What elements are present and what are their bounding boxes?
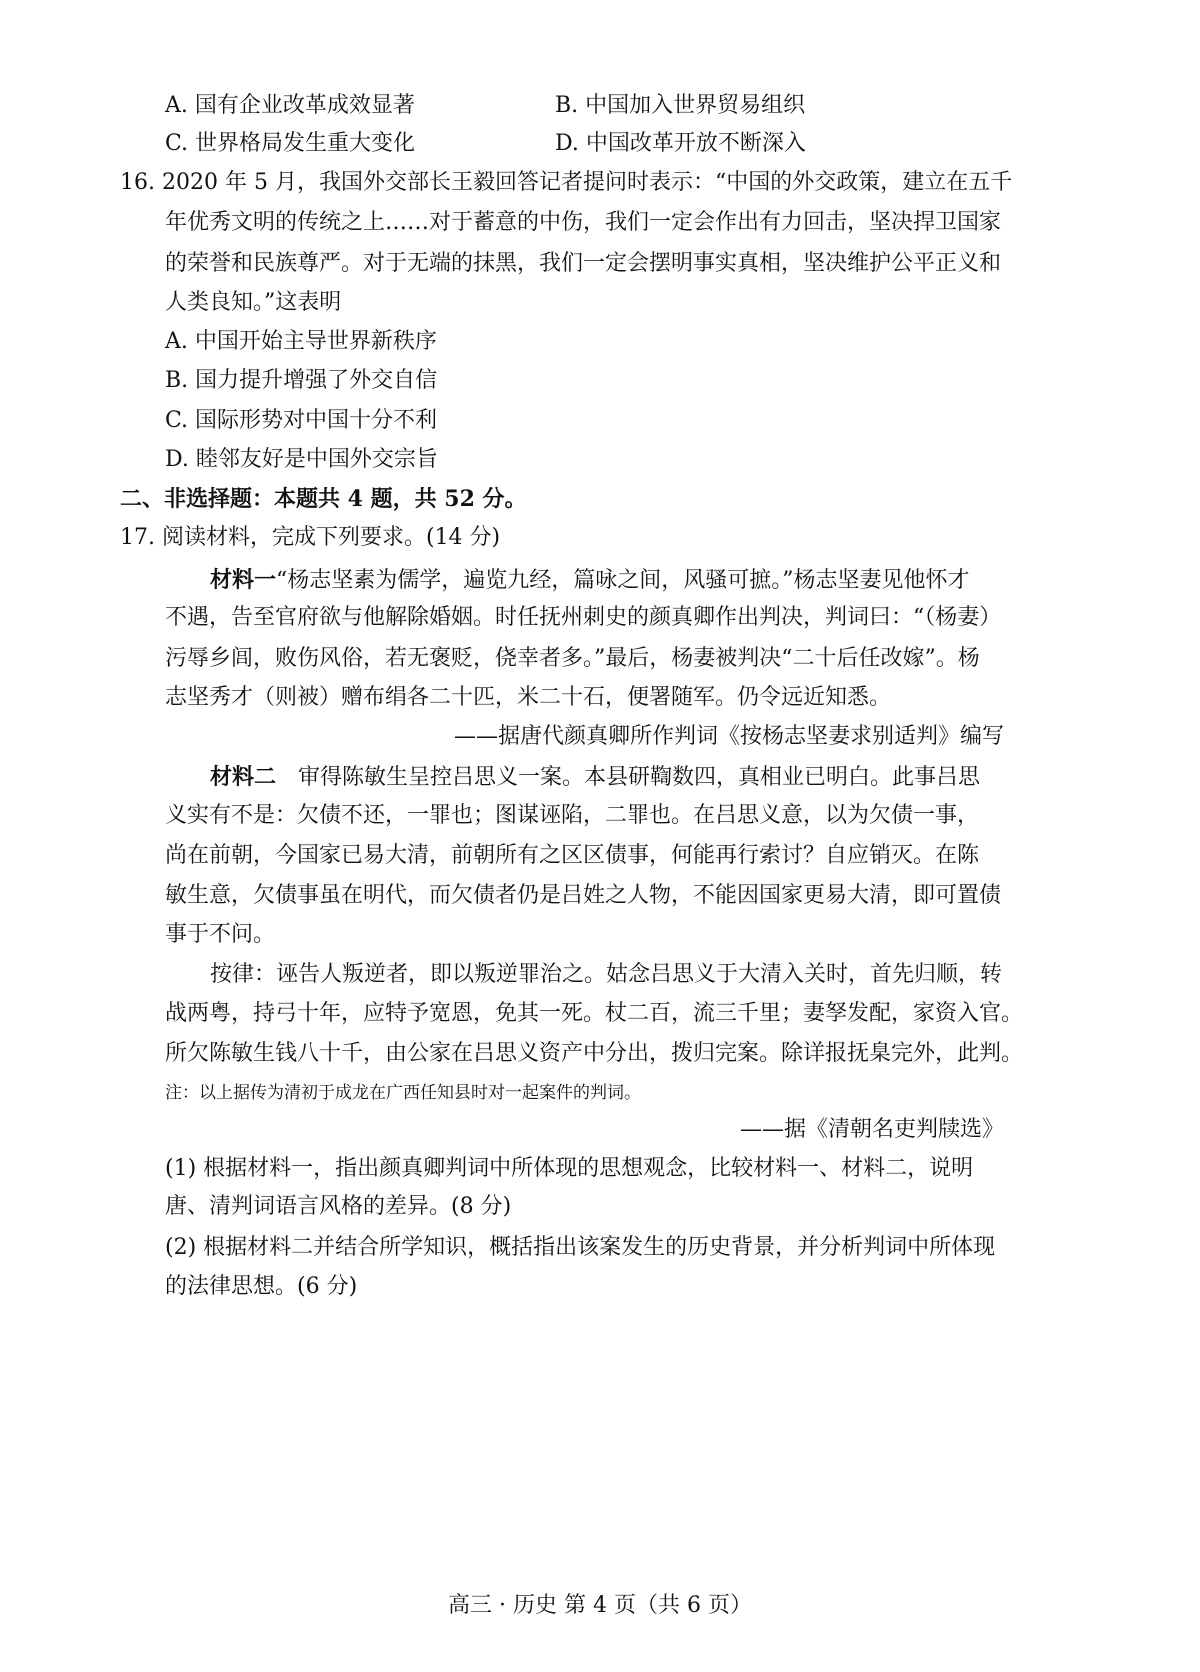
sub-question-1: (1) 根据材料一，指出颜真卿判词中所体现的思想观念，比较材料一、材料二，说明 — [165, 1156, 974, 1181]
q16-option-a: A. 中国开始主导世界新秩序 — [165, 329, 437, 354]
material-one-line — [210, 565, 970, 596]
material-two-line: 敏生意，欠债事虽在明代，而欠债者仍是吕姓之人物，不能因国家更易大清，即可置债 — [165, 883, 1002, 908]
sub-question-2: 的法律思想。(6 分) — [165, 1274, 358, 1299]
q16-stem-line: 人类良知。”这表明 — [165, 290, 342, 315]
page-footer: 高三 · 历史 第 4 页（共 6 页） — [448, 1593, 752, 1618]
q15-option-b: B. 中国加入世界贸易组织 — [555, 93, 806, 118]
q16-option-c: C. 国际形势对中国十分不利 — [165, 408, 438, 433]
material-two-text: 审得陈敏生呈控吕思义一案。本县研鞫数四，真相业已明白。此事吕思 — [298, 765, 981, 790]
material-one-label: 材料一 — [210, 567, 277, 593]
material-two-line: 尚在前朝，今国家已易大清，前朝所有之区区债事，何能再行索讨？自应销灭。在陈 — [165, 843, 980, 868]
material-two-line: 事于不问。 — [165, 922, 276, 947]
q16-option-d: D. 睦邻友好是中国外交宗旨 — [165, 447, 438, 472]
q17-stem: 17. 阅读材料，完成下列要求。(14 分) — [120, 525, 501, 550]
section-title: 二、非选择题：本题共 4 题，共 52 分。 — [120, 486, 527, 512]
q16-stem-line: 年优秀文明的传统之上……对于蓄意的中伤，我们一定会作出有力回击，坚决捍卫国家 — [165, 210, 1002, 235]
material-one-line: 污辱乡闾，败伤风俗，若无褒贬，侥幸者多。”最后，杨妻被判决“二十后任改嫁”。杨 — [165, 646, 980, 671]
material-two-label: 材料二 — [210, 764, 277, 790]
material-two-line — [210, 762, 980, 793]
q15-option-a: A. 国有企业改革成效显著 — [165, 93, 415, 118]
q15-option-d: D. 中国改革开放不断深入 — [555, 131, 806, 156]
q15-option-c: C. 世界格局发生重大变化 — [165, 131, 416, 156]
material-two-verdict-line: 所欠陈敏生钱八十千，由公家在吕思义资产中分出，拨归完案。除详报抚臬完外，此判。 — [165, 1041, 1024, 1066]
material-two-verdict-line: 按律：诬告人叛逆者，即以叛逆罪治之。姑念吕思义于大清入关时，首先归顺，转 — [210, 962, 1003, 987]
material-two-note: 注：以上据传为清初于成龙在广西任知县时对一起案件的判词。 — [165, 1083, 641, 1103]
material-two-verdict-line: 战两粤，持弓十年，应特予宽恩，免其一死。杖二百，流三千里；妻孥发配，家资入官。 — [165, 1001, 1024, 1026]
material-one-text: “杨志坚素为儒学，遍览九经，篇咏之间，风骚可摭。”杨志坚妻见他怀才 — [276, 568, 970, 593]
q16-option-b: B. 国力提升增强了外交自信 — [165, 368, 438, 393]
material-two-line: 义实有不是：欠债不还，一罪也；图谋诬陷，二罪也。在吕思义意，以为欠债一事， — [165, 803, 980, 828]
q16-stem-line: 的荣誉和民族尊严。对于无端的抹黑，我们一定会摆明事实真相，坚决维护公平正义和 — [165, 251, 1002, 276]
material-one-source: ——据唐代颜真卿所作判词《按杨志坚妻求别适判》编写 — [453, 724, 1004, 749]
material-one-line: 志坚秀才（则被）赠布绢各二十匹，米二十石，便署随军。仍令远近知悉。 — [165, 685, 892, 710]
material-two-source: ——据《清朝名吏判牍选》 — [739, 1117, 1004, 1142]
sub-question-2: (2) 根据材料二并结合所学知识，概括指出该案发生的历史背景，并分析判词中所体现 — [165, 1235, 996, 1260]
sub-question-1: 唐、清判词语言风格的差异。(8 分) — [165, 1194, 512, 1219]
q16-stem-line: 16. 2020 年 5 月，我国外交部长王毅回答记者提问时表示：“中国的外交政策，建立在五千 — [120, 170, 1013, 195]
material-one-line: 不遇，告至官府欲与他解除婚姻。时任抚州刺史的颜真卿作出判决，判词曰：“（杨妻） — [165, 605, 1002, 630]
